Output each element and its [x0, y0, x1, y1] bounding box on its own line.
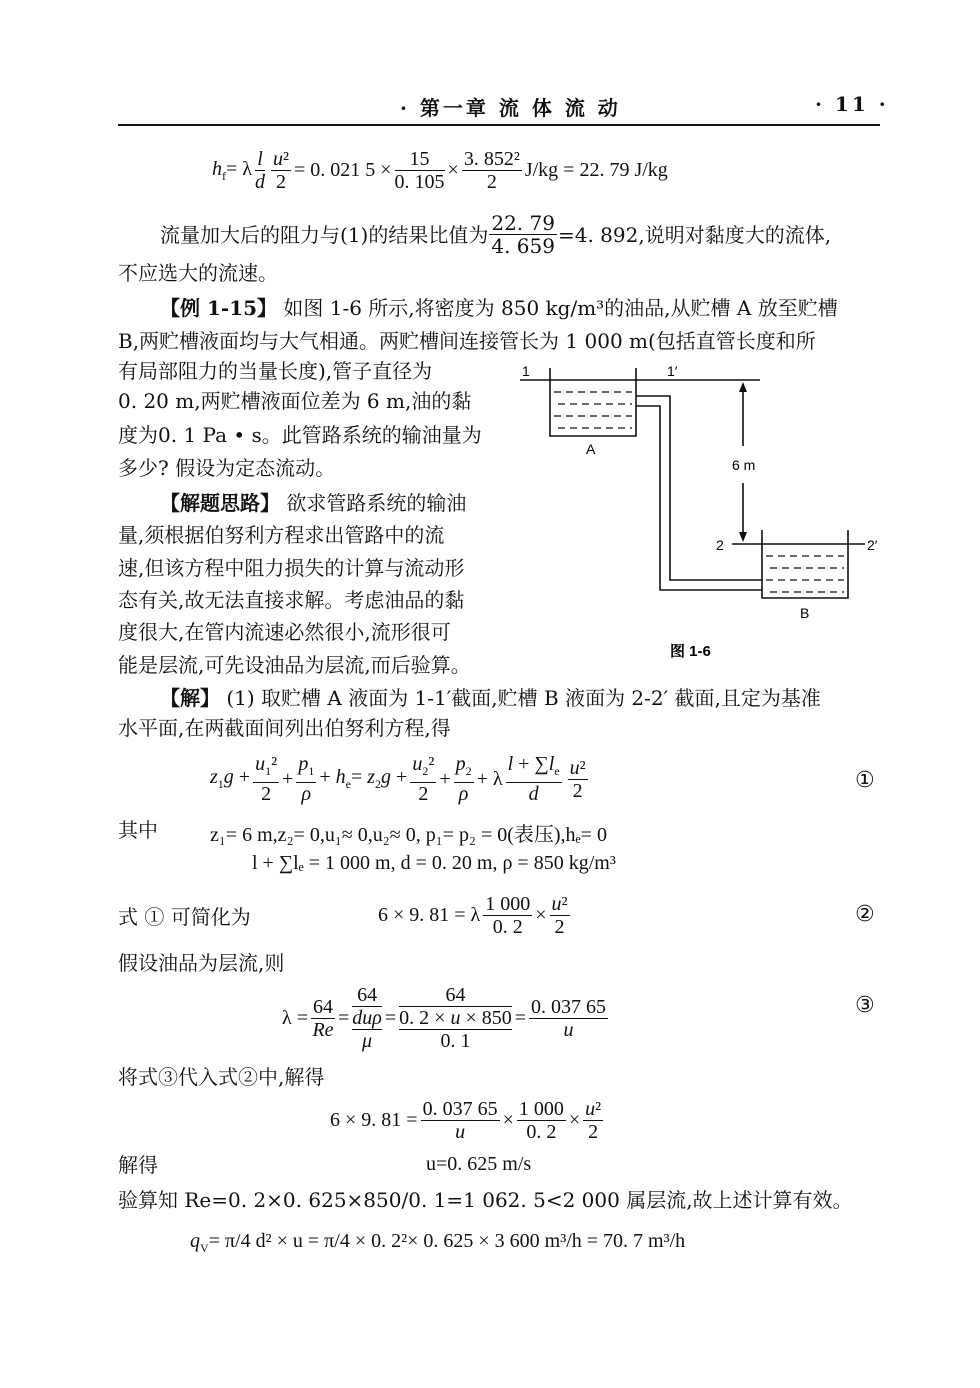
label-tank-a: A	[586, 441, 596, 457]
thinking-line-4: 态有关,故无法直接求解。考虑油品的黏	[118, 588, 465, 612]
example-line-6: 多少? 假设为定态流动。	[118, 456, 336, 480]
velocity-result: u=0. 625 m/s	[426, 1153, 532, 1175]
example-line-3: 有局部阻力的当量长度),管子直径为	[118, 359, 433, 383]
verification-line: 验算知 Re=0. 2×0. 625×850/0. 1=1 062. 5<2 000 属层流,故上述计算有效。	[118, 1188, 853, 1212]
simplify-label: 式 ① 可简化为	[118, 905, 251, 929]
example-line-1: 【例 1-15】 如图 1-6 所示,将密度为 850 kg/m³的油品,从贮槽 A 放至贮槽	[160, 296, 838, 320]
dim-arrow-top	[739, 382, 747, 392]
example-line-4: 0. 20 m,两贮槽液面位差为 6 m,油的黏	[118, 389, 472, 413]
label-1: 1	[522, 363, 530, 379]
where-label: 其中	[118, 818, 158, 842]
eq1-marker: ①	[855, 768, 875, 793]
hf-equation: $h_f= \lambda$ $\frac{l}{d}$ $\frac{\text{u²}}{2}$ = 0. 021 5 × $\frac{15}{0. 105}$ × $\frac{\text{3. 852²}}{2}$ J/kg = 22. 79 J/kg	[212, 148, 668, 193]
tank-b	[762, 530, 848, 598]
flow-rate-equation: $q_V= \pi/4$ d² × u = π/4 × 0. 2²× 0. 625 × 3 600 m³/h = 70. 7 m³/h	[190, 1230, 686, 1255]
eq3: λ = $\frac{64}{Re}$ = 64 duρ μ = 64 0. 2 × u × 850 0. 1 = $\frac{0. 037 65}{u}$	[282, 984, 606, 1052]
label-1-prime: 1′	[667, 363, 678, 379]
hf-coef: = 0. 021 5 ×	[293, 159, 392, 181]
eq2: 6 × 9. 81 = λ $\frac{1 000}{0. 2}$ × $\frac{\text{u²}}{2}$	[378, 893, 568, 938]
hf-symbol: h	[212, 157, 222, 180]
figure-1-6	[510, 358, 890, 668]
header-rule	[118, 124, 880, 126]
solution-line-2: 水平面,在两截面间列出伯努利方程,得	[118, 716, 451, 740]
liquid-a	[554, 392, 632, 428]
result-label: 解得	[118, 1153, 158, 1177]
thinking-line-1: 【解题思路】 欲求管路系统的输油	[160, 491, 467, 515]
substitute-text: 将式③代入式②中,解得	[118, 1065, 325, 1089]
bernoulli-equation: $z_1g$ + $\frac{u_1^2}{2}$ + $\frac{p_1}{\rho}$ + $h_e= z_2g$ + $\frac{u_2^2}{2}$ + $\frac{p_2}{\rho}$ + λ $\frac{l + \sum l_e}{d}$ $\frac{\text{u²}}{2}$	[210, 753, 586, 805]
thinking-line-5: 度很大,在管内流速必然很小,流形很可	[118, 620, 451, 644]
where-line-1: z₁= 6 m,z₂= 0,u₁≈ 0,u₂≈ 0, p₁= p₂ = 0(表压),hₑ= 0	[210, 824, 607, 846]
label-2: 2	[716, 537, 724, 553]
figure-caption: 图 1-6	[670, 643, 711, 660]
ratio-sentence-end: 不应选大的流速。	[118, 261, 278, 285]
eq4: 6 × 9. 81 = $\frac{0. 037 65}{u}$ × $\frac{1 000}{0. 2}$ × $\frac{\text{u²}}{2}$	[330, 1098, 602, 1143]
thinking-line-3: 速,但该方程中阻力损失的计算与流动形	[118, 556, 465, 580]
hf-result: J/kg = 22. 79 J/kg	[524, 159, 668, 181]
example-line-2: B,两贮槽液面均与大气相通。两贮槽间连接管长为 1 000 m(包括直管长度和所	[118, 329, 816, 353]
label-tank-b: B	[800, 605, 810, 621]
dim-arrow-bottom	[739, 532, 747, 542]
page-number: · 11 ·	[815, 92, 889, 116]
thinking-line-2: 量,须根据伯努利方程求出管路中的流	[118, 523, 445, 547]
chapter-title: · 第一章 流 体 流 动	[400, 96, 621, 120]
ratio-sentence: 流量加大后的阻力与(1)的结果比值为 $\frac{22. 79}{4. 659}$ =4. 892,说明对黏度大的流体,	[160, 211, 832, 258]
label-height: 6 m	[732, 457, 756, 473]
where-line-2: l + ∑lₑ = 1 000 m, d = 0. 20 m, ρ = 850 kg/m³	[252, 852, 616, 874]
tank-a	[550, 368, 636, 436]
liquid-b	[766, 556, 844, 592]
laminar-text: 假设油品为层流,则	[118, 951, 285, 975]
solution-line-1: 【解】 (1) 取贮槽 A 液面为 1-1′截面,贮槽 B 液面为 2-2′ 截面,且定为基准	[160, 686, 821, 710]
eq3-marker: ③	[855, 993, 875, 1018]
thinking-line-6: 能是层流,可先设油品为层流,而后验算。	[118, 653, 471, 677]
eq2-marker: ②	[855, 902, 875, 927]
example-line-5: 度为0. 1 Pa • s。此管路系统的输油量为	[118, 423, 482, 447]
label-2-prime: 2′	[867, 537, 878, 553]
